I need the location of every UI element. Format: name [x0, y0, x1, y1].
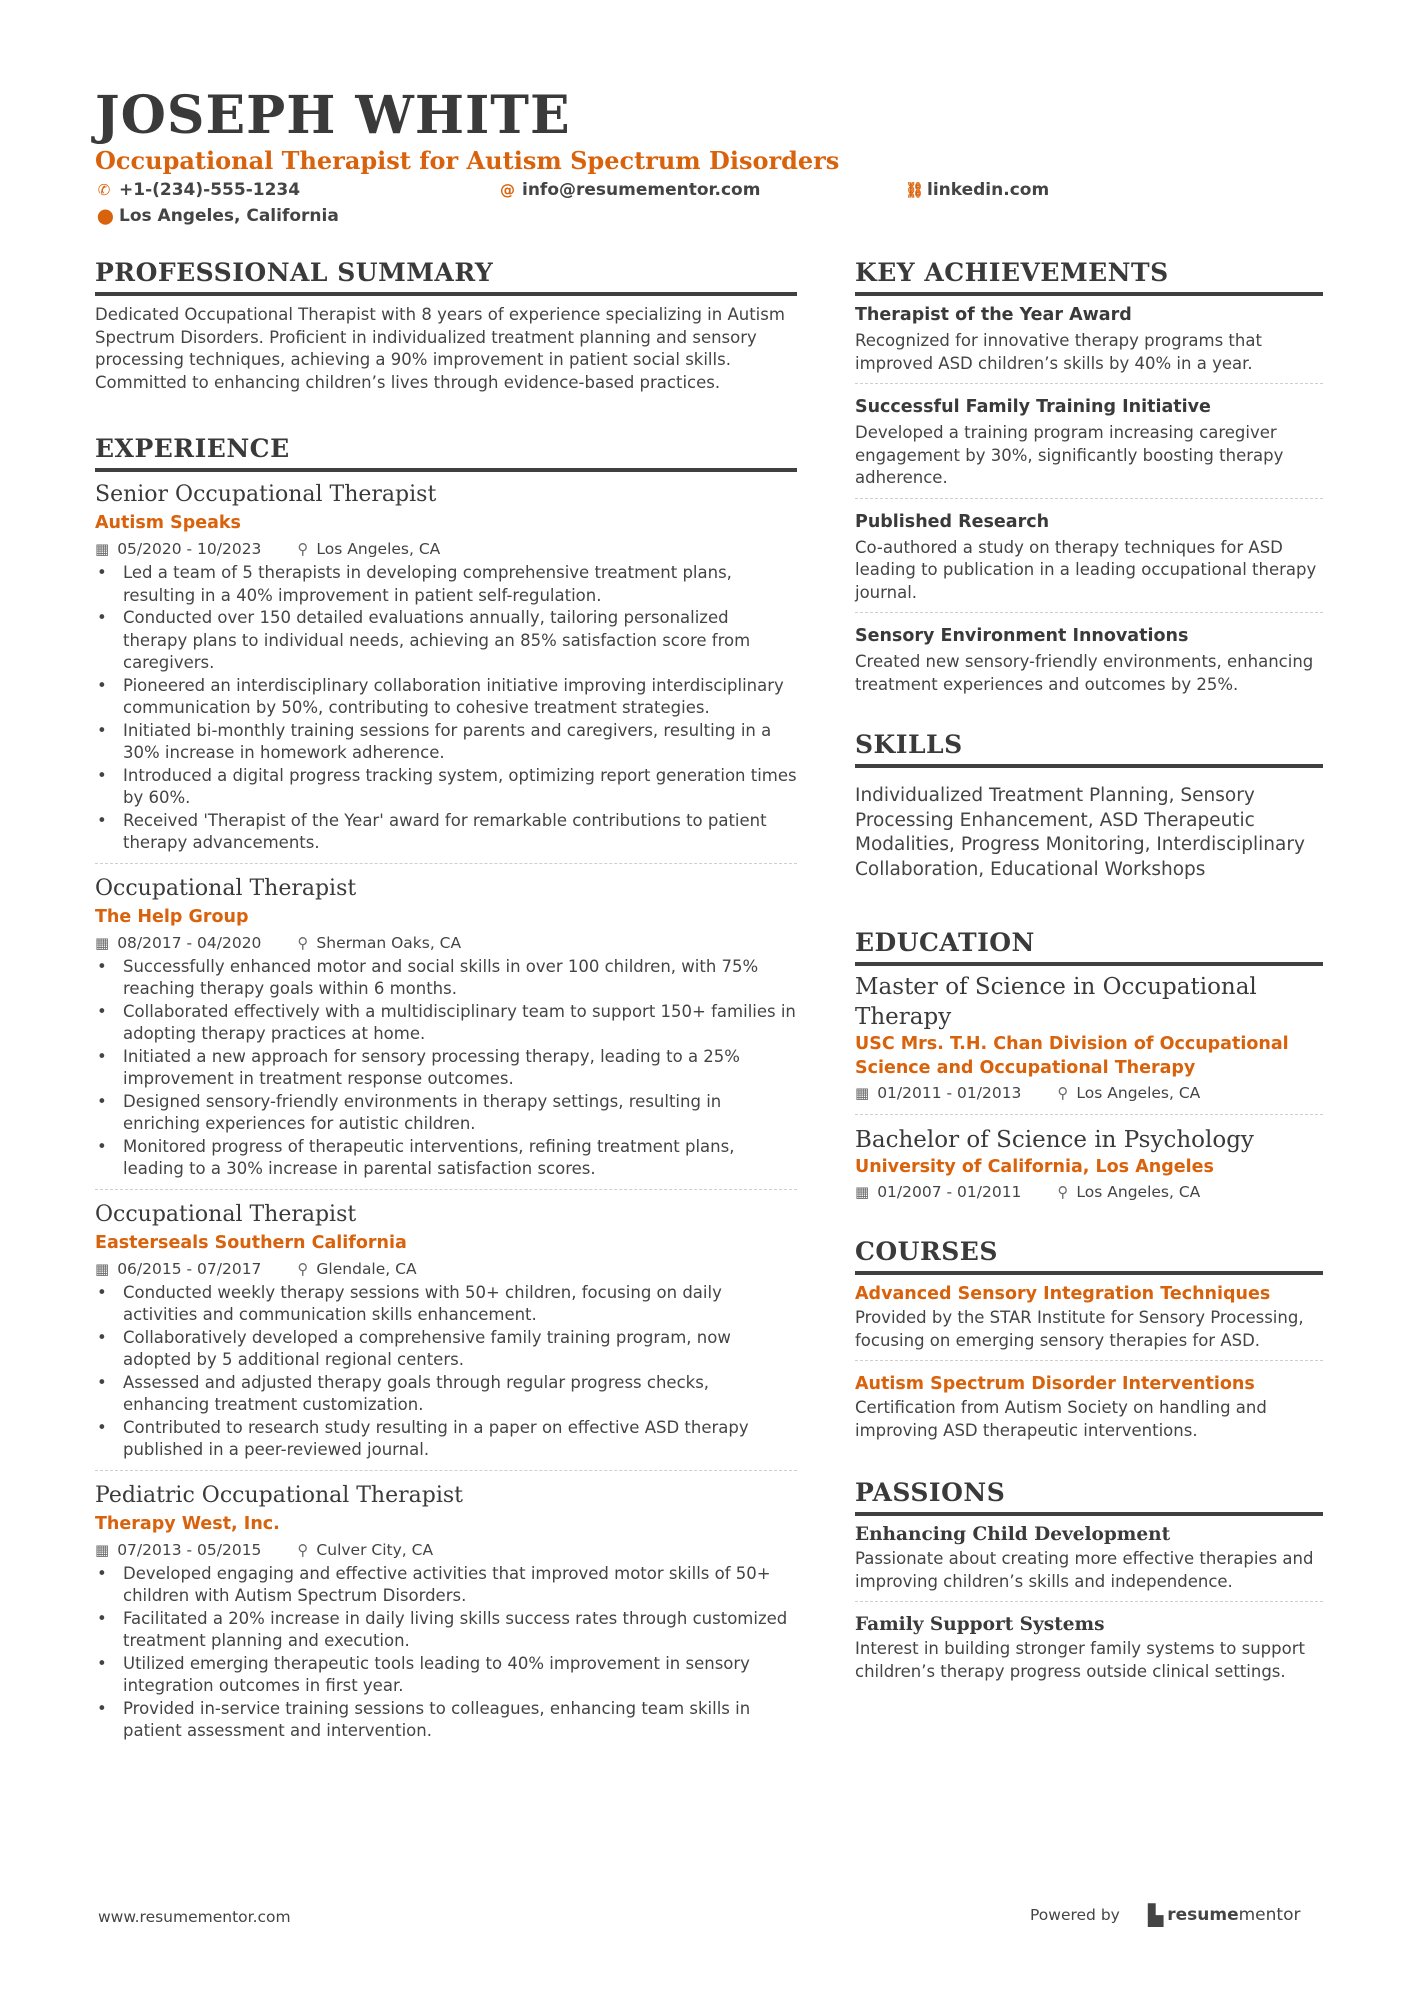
- email-text[interactable]: info@resumementor.com: [522, 180, 761, 200]
- date-location-row: [95, 930, 797, 956]
- job-bullet: • Monitored progress of therapeutic interventions, refining treatment plans, leading to a 30% increase in parental satisfaction scores.: [95, 1136, 797, 1181]
- achievement-item: [855, 509, 1323, 614]
- date-range: 06/2015 - 07/2017: [117, 1259, 262, 1278]
- course-text: Certification from Autism Society on handling and improving ASD therapeutic interventions.: [855, 1398, 1267, 1440]
- education-heading: EDUCATION: [855, 926, 1323, 966]
- calendar-icon: ▦: [95, 1540, 110, 1559]
- education-item: [855, 1125, 1323, 1205]
- passion-text: Interest in building stronger family systems to support children’s therapy progress outside clinical settings.: [855, 1639, 1305, 1681]
- achievement-title: Successful Family Training Initiative: [855, 397, 1211, 417]
- job-bullet: • Contributed to research study resulting in a paper on effective ASD therapy published in a peer-reviewed journal.: [95, 1417, 797, 1462]
- achievement-text: Co-authored a study on therapy techniques for ASD leading to publication in a leading occupational therapy journal.: [855, 537, 1317, 602]
- date-range: 01/2011 - 01/2013: [877, 1084, 1022, 1102]
- date-range: 05/2020 - 10/2023: [117, 540, 262, 558]
- achievement-text: Created new sensory-friendly environments, enhancing treatment experiences and outcomes by 25%.: [855, 652, 1314, 694]
- map-pin-icon: ⚲: [1057, 1084, 1069, 1102]
- achievement-item: [855, 302, 1323, 384]
- job-bullet: • Pioneered an interdisciplinary collaboration initiative improving interdisciplinary communication by 50%, contributing to cohesive treatment strategies.: [95, 675, 797, 720]
- location-text: Los Angeles, CA: [316, 540, 441, 558]
- linkedin-text[interactable]: linkedin.com: [927, 180, 1050, 200]
- date-location-row: [95, 1256, 797, 1282]
- course-item: [855, 1371, 1323, 1442]
- achievement-title: Sensory Environment Innovations: [855, 626, 1189, 646]
- divider: [855, 612, 1323, 613]
- divider: [95, 1189, 797, 1190]
- job-role: Occupational Therapist: [95, 1201, 357, 1227]
- job-bullet: • Initiated bi-monthly training sessions for parents and caregivers, resulting in a 30% increase in homework adherence.: [95, 720, 797, 765]
- job-role: Senior Occupational Therapist: [95, 482, 437, 507]
- passions-list: [855, 1522, 1323, 1683]
- job-entry: [95, 874, 797, 1190]
- summary-heading: PROFESSIONAL SUMMARY: [95, 256, 797, 296]
- divider: [855, 498, 1323, 499]
- job-bullet: • Assessed and adjusted therapy goals through regular progress checks, enhancing treatment customization.: [95, 1372, 797, 1417]
- job-company: Therapy West, Inc.: [95, 1513, 280, 1534]
- job-company: Easterseals Southern California: [95, 1232, 407, 1253]
- passions-heading: PASSIONS: [855, 1476, 1323, 1516]
- job-company: The Help Group: [95, 906, 249, 927]
- course-text: Provided by the STAR Institute for Sensory Processing, focusing on emerging sensory therapies for ASD.: [855, 1308, 1304, 1350]
- passion-item: [855, 1612, 1323, 1683]
- courses-heading: COURSES: [855, 1235, 1323, 1275]
- job-bullet: • Provided in-service training sessions to colleagues, enhancing team skills in patient assessment and intervention.: [95, 1698, 797, 1743]
- courses-list: [855, 1281, 1323, 1442]
- achievement-title: Therapist of the Year Award: [855, 305, 1132, 325]
- job-bullet: • Led a team of 5 therapists in developing comprehensive treatment plans, resulting in a 40% improvement in patient self-regulation.: [95, 562, 797, 607]
- achievement-text: Recognized for innovative therapy programs that improved ASD children’s skills by 40% in a year.: [855, 331, 1262, 373]
- date-location-row: [855, 1179, 1323, 1205]
- job-role: Occupational Therapist: [95, 875, 357, 901]
- job-bullet: • Utilized emerging therapeutic tools leading to 40% improvement in sensory integration outcomes in first year.: [95, 1653, 797, 1698]
- calendar-icon: ▦: [95, 933, 110, 952]
- job-bullet: • Conducted over 150 detailed evaluations annually, tailoring personalized therapy plans to individual needs, achieving an 85% satisfaction score from caregivers.: [95, 607, 797, 675]
- job-entry: [95, 1200, 797, 1471]
- calendar-icon: ▦: [855, 1084, 870, 1102]
- passion-title: Enhancing Child Development: [855, 1524, 1171, 1545]
- job-bullets: [95, 956, 797, 1181]
- job-bullet: • Conducted weekly therapy sessions with 50+ children, focusing on daily activities and communication skills enhancement.: [95, 1282, 797, 1327]
- at-sign-icon: @: [500, 181, 515, 199]
- achievements-list: [855, 302, 1323, 696]
- candidate-title: Occupational Therapist for Autism Spectrum Disorders: [95, 146, 840, 175]
- job-bullets: [95, 1563, 797, 1743]
- job-bullet: • Initiated a new approach for sensory processing therapy, leading to a 25% improvement in treatment response outcomes.: [95, 1046, 797, 1091]
- resume-header: [95, 85, 1325, 229]
- education-degree: Master of Science in Occupational Therapy: [855, 974, 1257, 1030]
- location-text: Los Angeles, California: [119, 206, 339, 226]
- divider: [95, 1470, 797, 1471]
- divider: [855, 1114, 1323, 1115]
- footer-branding: [1030, 1903, 1300, 1927]
- job-bullet: • Collaboratively developed a comprehensive family training program, now adopted by 5 additional regional centers.: [95, 1327, 797, 1372]
- map-pin-icon: ⚲: [1057, 1183, 1069, 1201]
- divider: [855, 1360, 1323, 1361]
- summary-text: Dedicated Occupational Therapist with 8 years of experience specializing in Autism Spectrum Disorders. Proficient in individualized treatment planning and sensory processing techniques, achieving a 90% improvement in patient social skills. Committed to enhancing children’s lives through evidence-based practices.: [95, 305, 785, 392]
- footer-website[interactable]: www.resumementor.com: [98, 1908, 291, 1926]
- brand-suffix: mentor: [1238, 1905, 1301, 1925]
- map-pin-icon: ⚲: [297, 1259, 309, 1278]
- date-location-row: [95, 536, 797, 562]
- job-entry: [95, 1481, 797, 1743]
- location-text: Los Angeles, CA: [1076, 1084, 1201, 1102]
- email-contact[interactable]: [500, 177, 760, 203]
- job-company: Autism Speaks: [95, 513, 241, 533]
- achievement-item: [855, 394, 1323, 499]
- brand-logo[interactable]: [1148, 1903, 1301, 1927]
- right-column: [855, 256, 1323, 1683]
- left-column: [95, 256, 797, 1743]
- location-text: Sherman Oaks, CA: [316, 933, 462, 952]
- achievements-heading: KEY ACHIEVEMENTS: [855, 256, 1323, 296]
- location-text: Glendale, CA: [316, 1259, 417, 1278]
- calendar-icon: ▦: [95, 1259, 110, 1278]
- education-school: USC Mrs. T.H. Chan Division of Occupational Science and Occupational Therapy: [855, 1034, 1289, 1078]
- location-text: Culver City, CA: [316, 1540, 434, 1559]
- job-bullet: • Facilitated a 20% increase in daily living skills success rates through customized treatment planning and execution.: [95, 1608, 797, 1653]
- experience-heading: EXPERIENCE: [95, 432, 797, 472]
- passion-text: Passionate about creating more effective therapies and improving children’s skills and independence.: [855, 1549, 1314, 1591]
- course-title: Advanced Sensory Integration Techniques: [855, 1284, 1271, 1304]
- job-bullet: • Successfully enhanced motor and social skills in over 100 children, with 75% reaching therapy goals within 6 months.: [95, 956, 797, 1001]
- brand-mark-icon: ▙: [1147, 1903, 1164, 1927]
- phone-text: +1-(234)-555-1234: [119, 180, 301, 200]
- job-entry: [95, 480, 797, 864]
- passion-item: [855, 1522, 1323, 1602]
- date-range: 07/2013 - 05/2015: [117, 1540, 262, 1559]
- skills-heading: SKILLS: [855, 728, 1323, 768]
- candidate-name: JOSEPH WHITE: [95, 85, 571, 146]
- calendar-icon: ▦: [855, 1183, 870, 1201]
- date-location-row: [855, 1080, 1323, 1106]
- job-bullet: • Developed engaging and effective activities that improved motor skills of 50+ children with Autism Spectrum Disorders.: [95, 1563, 797, 1608]
- date-range: 08/2017 - 04/2020: [117, 933, 262, 952]
- education-list: [855, 972, 1323, 1205]
- location-contact: [97, 203, 339, 229]
- map-pin-icon: ⚲: [297, 540, 309, 558]
- phone-contact: [97, 177, 300, 203]
- skills-text: Individualized Treatment Planning, Sensory Processing Enhancement, ASD Therapeutic Modalities, Progress Monitoring, Interdisciplinary Collaboration, Educational Workshops: [855, 785, 1305, 880]
- course-title: Autism Spectrum Disorder Interventions: [855, 1374, 1255, 1394]
- achievement-text: Developed a training program increasing caregiver engagement by 30%, significantly boosting therapy adherence.: [855, 423, 1284, 487]
- link-icon: ⛓: [905, 181, 925, 199]
- experience-list: [95, 480, 797, 1743]
- job-bullet: • Received 'Therapist of the Year' award for remarkable contributions to patient therapy advancements.: [95, 810, 797, 855]
- date-location-row: [95, 1537, 797, 1563]
- divider: [95, 863, 797, 864]
- education-item: [855, 972, 1323, 1115]
- contact-row-2: [95, 203, 1325, 229]
- achievement-item: [855, 623, 1323, 696]
- passion-title: Family Support Systems: [855, 1614, 1105, 1635]
- job-bullet: • Designed sensory-friendly environments in therapy settings, resulting in enriching experiences for autistic children.: [95, 1091, 797, 1136]
- powered-by-text: Powered by: [1030, 1906, 1120, 1924]
- job-bullet: • Collaborated effectively with a multidisciplinary team to support 150+ families in adopting therapy practices at home.: [95, 1001, 797, 1046]
- job-bullets: [95, 1282, 797, 1462]
- job-role: Pediatric Occupational Therapist: [95, 1482, 464, 1508]
- divider: [855, 383, 1323, 384]
- course-item: [855, 1281, 1323, 1361]
- job-bullet: • Introduced a digital progress tracking system, optimizing report generation times by 60%.: [95, 765, 797, 810]
- map-pin-icon: ⬤: [97, 207, 114, 225]
- divider: [855, 1601, 1323, 1602]
- phone-icon: ✆: [97, 181, 111, 199]
- brand-prefix: resume: [1167, 1905, 1239, 1925]
- map-pin-icon: ⚲: [297, 933, 309, 952]
- education-degree: Bachelor of Science in Psychology: [855, 1127, 1254, 1153]
- date-range: 01/2007 - 01/2011: [877, 1183, 1022, 1201]
- contact-row-1: [95, 177, 1325, 203]
- map-pin-icon: ⚲: [297, 1540, 309, 1559]
- location-text: Los Angeles, CA: [1076, 1183, 1201, 1201]
- calendar-icon: ▦: [95, 540, 110, 558]
- linkedin-contact[interactable]: [905, 177, 1049, 203]
- achievement-title: Published Research: [855, 511, 1050, 532]
- education-school: University of California, Los Angeles: [855, 1157, 1214, 1177]
- job-bullets: [95, 562, 797, 855]
